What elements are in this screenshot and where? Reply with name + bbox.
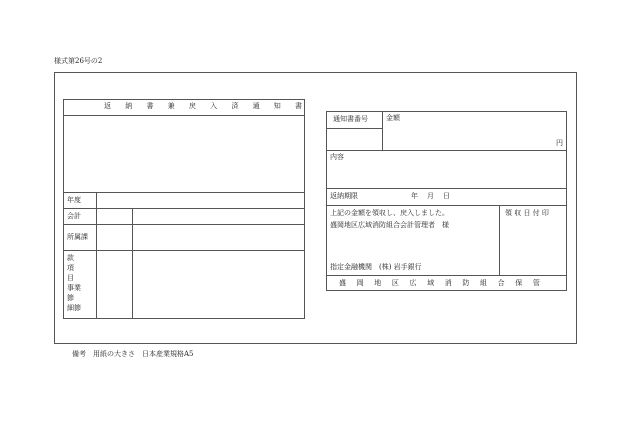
receipt-message-line1: 上記の金額を領収し、戻入しました。	[330, 209, 449, 217]
row-divider	[326, 150, 567, 151]
receipt-message-line2: 盛岡地区広域消防組合会計管理者 様	[330, 221, 449, 229]
form-number: 様式第26号の2	[54, 57, 103, 65]
fiscal-year-label: 年度	[67, 196, 81, 204]
row-divider	[326, 205, 567, 206]
budget-item: 目	[67, 274, 74, 282]
department-label: 所属課	[67, 233, 88, 241]
left-form-frame	[63, 99, 305, 319]
row-divider	[63, 250, 305, 251]
budget-item: 細節	[67, 304, 81, 312]
footnote: 備考 用紙の大きさ 日本産業規格A5	[72, 350, 194, 358]
row-divider	[326, 275, 567, 276]
row-divider	[63, 224, 305, 225]
budget-item: 項	[67, 264, 74, 272]
budget-item: 事業	[67, 284, 81, 292]
column-divider	[382, 111, 383, 150]
account-label: 会計	[67, 212, 81, 220]
bank-label: 指定金融機関 (株) 岩手銀行	[330, 263, 422, 271]
organization-name: 盛 岡 地 区 広 域 消 防 組 合 保 管	[339, 279, 545, 287]
budget-item: 款	[67, 254, 74, 262]
row-divider	[63, 208, 305, 209]
row-divider	[63, 192, 305, 193]
budget-items-label	[67, 253, 81, 313]
deadline-label: 返納期限	[330, 192, 358, 200]
row-divider	[326, 188, 567, 189]
receipt-stamp-label: 領 収 日 付 印	[505, 209, 549, 217]
row-divider	[326, 128, 382, 129]
yen-label: 円	[556, 139, 563, 147]
column-divider	[96, 192, 97, 319]
left-form-title: 返 納 書 兼 戻 入 済 通 知 書	[104, 102, 309, 110]
content-label: 内容	[330, 153, 344, 161]
amount-label: 金額	[386, 114, 400, 122]
budget-item: 節	[67, 294, 74, 302]
title-divider	[63, 115, 305, 116]
column-divider	[499, 205, 500, 275]
column-divider	[132, 208, 133, 319]
deadline-date: 年 月 日	[411, 192, 451, 200]
notice-number-label: 通知書番号	[333, 115, 368, 123]
